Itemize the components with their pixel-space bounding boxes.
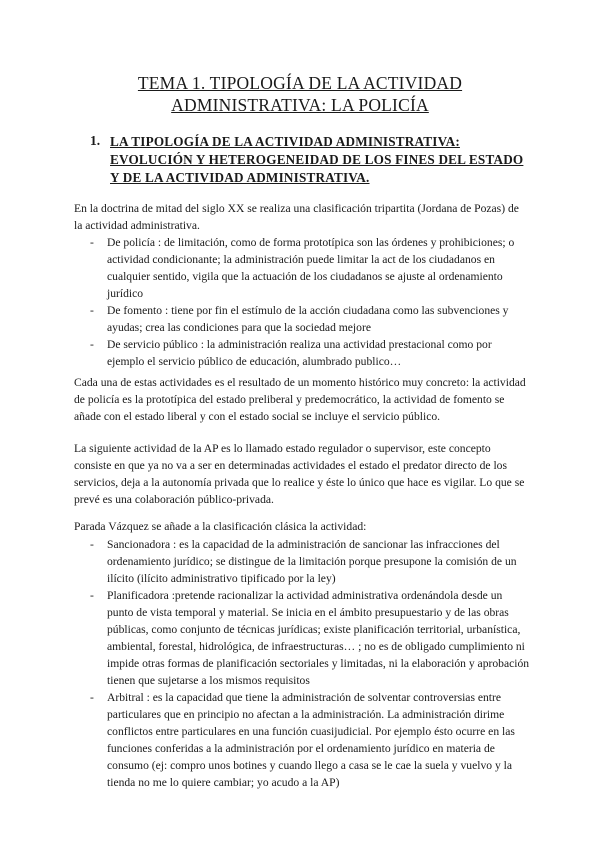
list-item-text: Sancionadora : es la capacidad de la administración de sancionar las infracciones del ordenamiento jurídico; se distingue de la limitación porque presupone la comisión de un ilícito (ilícito administrativo tipificado por la ley): [107, 538, 517, 585]
list-item-sancionadora: [90, 536, 530, 587]
activity-types-list: [90, 234, 530, 370]
list-item-text: De policía : de limitación, como de forma prototípica son las órdenes y prohibiciones; o actividad condicionante; la administración puede limitar la act de los ciudadanos en cualquier sentido, vigila que la actuación de los ciudadanos se ajuste al ordenamiento jurídico: [107, 236, 515, 300]
parada-vazquez-paragraph: Parada Vázquez se añade a la clasificación clásica la actividad:: [74, 520, 367, 533]
intro-paragraph: En la doctrina de mitad del siglo XX se realiza una clasificación tripartita (Jordana de Pozas) de la actividad administrativa.: [74, 202, 519, 232]
section-number: 1.: [90, 133, 101, 148]
bullet-dash: -: [90, 304, 94, 317]
list-item-text: De servicio público : la administración realiza una actividad prestacional como por ejemplo el servicio público de educación, alumbrado publico…: [107, 338, 492, 368]
regulator-paragraph: La siguiente actividad de la AP es lo llamado estado regulador o supervisor, este concepto consiste en que ya no va a ser en determinadas actividades el estado el predator directo de los servicios, deja a la autonomía privada que lo realice y éste lo único que hace es vigilar. Lo que se prevé es una colaboración público-privada.: [74, 442, 525, 506]
history-paragraph: Cada una de estas actividades es el resultado de un momento histórico muy concreto: la actividad de policía es la prototípica del estado preliberal y predemocrático, la actividad de fomento se añade con el estado liberal y con el estado social se incluye el servicio público.: [74, 376, 526, 423]
bullet-dash: -: [90, 538, 94, 551]
list-item-policia: [90, 234, 530, 302]
list-item-fomento: [90, 302, 530, 336]
list-item-planificadora: [90, 587, 530, 689]
list-item-text: De fomento : tiene por fin el estímulo de la acción ciudadana como las subvenciones y ayudas; crea las condiciones para que la sociedad mejore: [107, 304, 509, 334]
bullet-dash: -: [90, 691, 94, 704]
list-item-arbitral: [90, 689, 530, 791]
additional-activities-list: [90, 536, 530, 791]
bullet-dash: -: [90, 236, 94, 249]
page-title-line-2: ADMINISTRATIVA: LA POLICÍA: [171, 95, 429, 115]
page-title-line-1: TEMA 1. TIPOLOGÍA DE LA ACTIVIDAD: [137, 73, 463, 93]
bullet-dash: -: [90, 589, 94, 602]
section-heading: LA TIPOLOGÍA DE LA ACTIVIDAD ADMINISTRATIVA: EVOLUCIÓN Y HETEROGENEIDAD DE LOS FINES DEL ESTADO Y DE LA ACTIVIDAD ADMINISTRATIVA.: [110, 134, 524, 185]
list-item-servicio-publico: [90, 336, 530, 370]
list-item-text: Arbitral : es la capacidad que tiene la administración de solventar controversias entre particulares que en principio no afectan a la administración. La administración dirime conflictos entre particulares en una función cuasijudicial. Por ejemplo ésto ocurre en las funciones conferidas a la administración por el ordenamiento jurídico en materia de consumo (ej: compro unos botines y cuando llego a casa se le cae la suela y vuelvo y la tienda no me lo quiere cambiar; yo acudo a la AP): [107, 691, 515, 789]
bullet-dash: -: [90, 338, 94, 351]
list-item-text: Planificadora :pretende racionalizar la actividad administrativa ordenándola desde un punto de vista temporal y material. Se inicia en el ámbito presupuestario y de las obras públicas, como conjunto de técnicas jurídicas; existe planificación territorial, urbanística, ambiental, forestal, hidrológica, de infraestructuras… ; no es de obligado cumplimiento ni impide otras formas de planificación sectoriales y limitadas, ni la elaboración y aprobación tienen que sujetarse a los mismos requisitos: [107, 589, 530, 687]
